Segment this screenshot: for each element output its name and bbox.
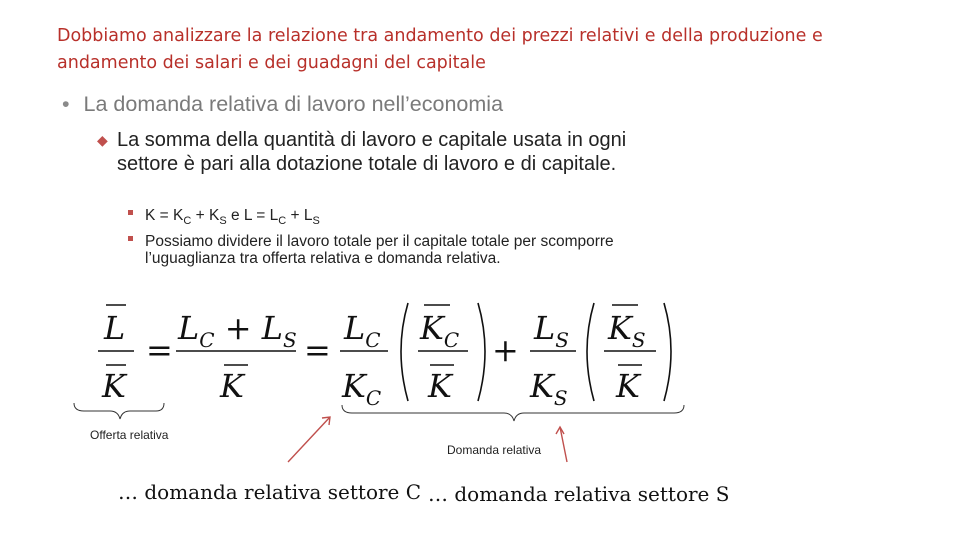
svg-text:K: K: [616, 367, 640, 405]
slide-title: Dobbiamo analizzare la relazione tra andamento dei prezzi relativi e della produzione e andamento dei salari e dei guadagni del capitale: [57, 26, 823, 73]
svg-text:KS: $K_S$: [530, 367, 568, 410]
square-bullet-icon: [128, 236, 133, 241]
square-bullet-icon: [128, 210, 133, 215]
svg-text:KS: $K_S$: [608, 309, 646, 352]
bullet-dot-icon: •: [62, 92, 70, 116]
settore-c-caption: … domanda relativa settore C: [118, 480, 422, 504]
offerta-brace: [74, 403, 164, 419]
offerta-relativa-label: Offerta relativa: [90, 428, 169, 442]
annotation-arrows: [280, 412, 580, 472]
svg-text:K: K: [220, 367, 244, 405]
svg-text:=: =: [146, 331, 173, 369]
formula-graphic: [90, 295, 690, 415]
svg-text:=: =: [304, 331, 331, 369]
svg-text:K: K: [428, 367, 452, 405]
svg-text:KC: $K_C$: [342, 367, 382, 410]
domanda-relativa-label: Domanda relativa: [447, 443, 542, 457]
bullet-level3-text: [145, 233, 635, 267]
svg-text:L: L: [104, 309, 126, 347]
bullet-level2: [97, 128, 647, 176]
decomposition-formula: [90, 295, 690, 415]
bullet-level3-text-2: Possiamo dividere il lavoro totale per il capitale totale per scomporre l’uguaglianza tra offerta relativa e domanda relativa.: [145, 233, 614, 267]
bullet-level2-text: La somma della quantità di lavoro e capitale usata in ogni settore è pari alla dotazione totale di lavoro e di capitale.: [117, 129, 627, 175]
svg-text:LS: $L_S$: [534, 309, 569, 352]
arrow-settore-c-icon: [288, 417, 330, 462]
svg-text:+: +: [492, 331, 519, 369]
bullet-level3-text-1: $K = K_C + K_S$ e $L = L_C + L_S$: [145, 207, 320, 228]
svg-text:LC: $L_C$: [344, 309, 381, 352]
bullet-level1: [62, 92, 503, 117]
bullet-level1-text: La domanda relativa di lavoro nell’economia: [83, 92, 504, 116]
diamond-bullet-icon: ◆: [97, 132, 108, 148]
settore-s-caption: … domanda relativa settore S: [428, 482, 730, 506]
svg-text:LC + LS: $L_C + L_S$: [178, 309, 297, 352]
svg-text:KC: $K_C$: [420, 309, 460, 352]
bullet-level3-equation: [145, 207, 635, 230]
svg-text:K: K: [102, 367, 126, 405]
